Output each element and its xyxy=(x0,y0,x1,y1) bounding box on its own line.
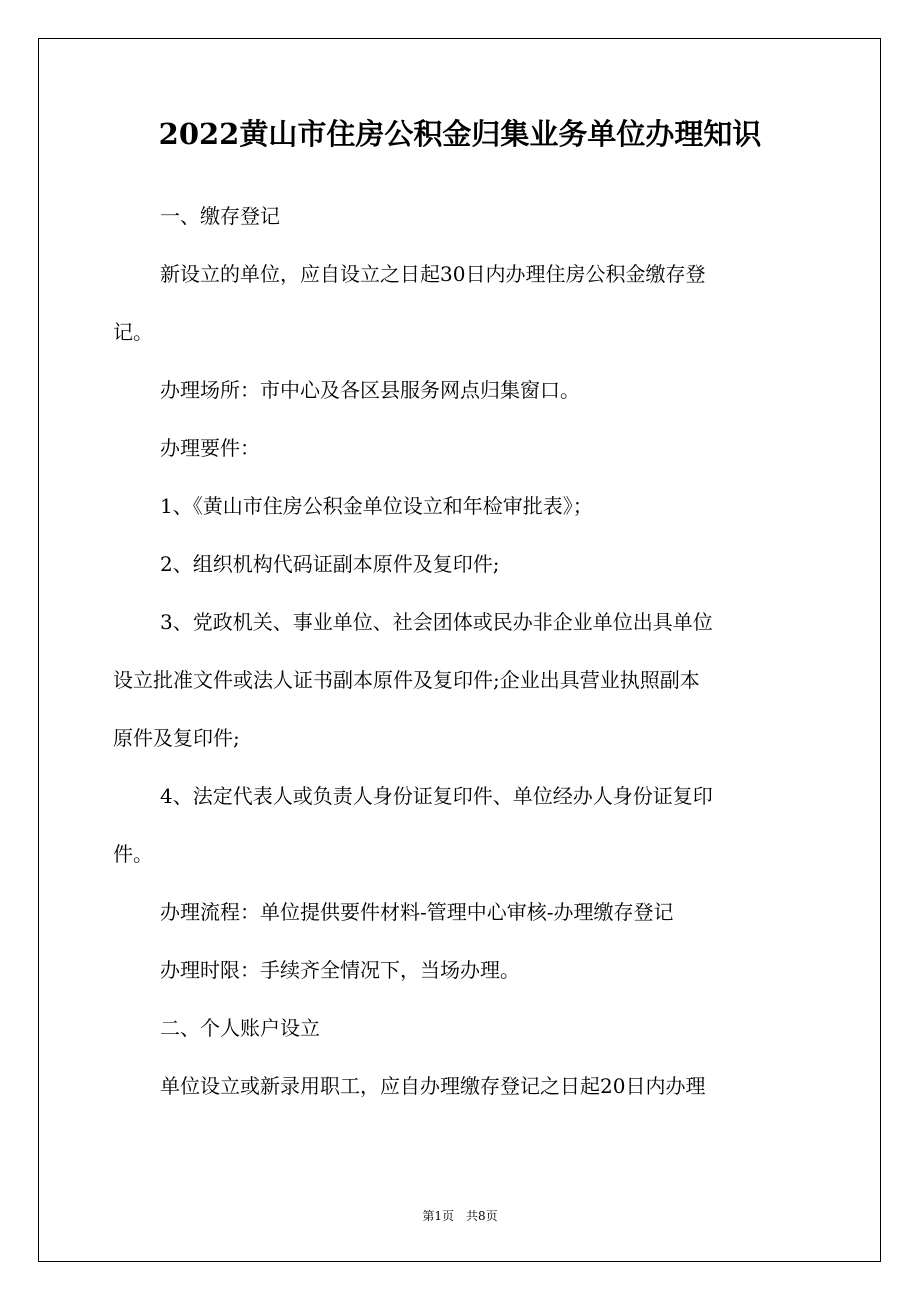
page-footer: 第1页 共8页 xyxy=(422,1209,498,1223)
paragraph xyxy=(113,245,813,361)
paragraph xyxy=(113,187,813,245)
paragraph-line: 二、个人账户设立 xyxy=(160,1016,320,1040)
paragraph-line: 2、组织机构代码证副本原件及复印件; xyxy=(160,552,500,576)
paragraph xyxy=(113,535,813,593)
paragraph xyxy=(113,999,813,1057)
paragraph xyxy=(113,477,813,535)
paragraph-line: 单位设立或新录用职工，应自办理缴存登记之日起20日内办理 xyxy=(160,1074,706,1098)
paragraph-line: 办理场所：市中心及各区县服务网点归集窗口。 xyxy=(160,378,580,402)
document-title: 2022黄山市住房公积金归集业务单位办理知识 xyxy=(158,117,762,151)
paragraph-line: 办理要件： xyxy=(160,436,260,460)
paragraph-line: 一、缴存登记 xyxy=(160,204,280,228)
paragraph-line: 件。 xyxy=(113,842,153,866)
paragraph xyxy=(113,593,813,767)
paragraph-line: 设立批准文件或法人证书副本原件及复印件;企业出具营业执照副本 xyxy=(113,668,700,692)
paragraph-line: 1、《黄山市住房公积金单位设立和年检审批表》； xyxy=(160,494,593,518)
paragraph xyxy=(113,361,813,419)
paragraph xyxy=(113,767,813,883)
paragraph xyxy=(113,941,813,999)
paragraph-line: 原件及复印件; xyxy=(113,726,240,750)
paragraph xyxy=(113,883,813,941)
paragraph-line: 新设立的单位，应自设立之日起30日内办理住房公积金缴存登 xyxy=(160,262,706,286)
paragraph-line: 4、法定代表人或负责人身份证复印件、单位经办人身份证复印 xyxy=(160,784,713,808)
paragraph-line: 记。 xyxy=(113,320,153,344)
paragraph-line: 办理时限：手续齐全情况下，当场办理。 xyxy=(160,958,520,982)
paragraph-line: 办理流程：单位提供要件材料-管理中心审核-办理缴存登记 xyxy=(160,900,674,924)
paragraph-line: 3、党政机关、事业单位、社会团体或民办非企业单位出具单位 xyxy=(160,610,713,634)
paragraph xyxy=(113,419,813,477)
paragraph xyxy=(113,1057,813,1115)
